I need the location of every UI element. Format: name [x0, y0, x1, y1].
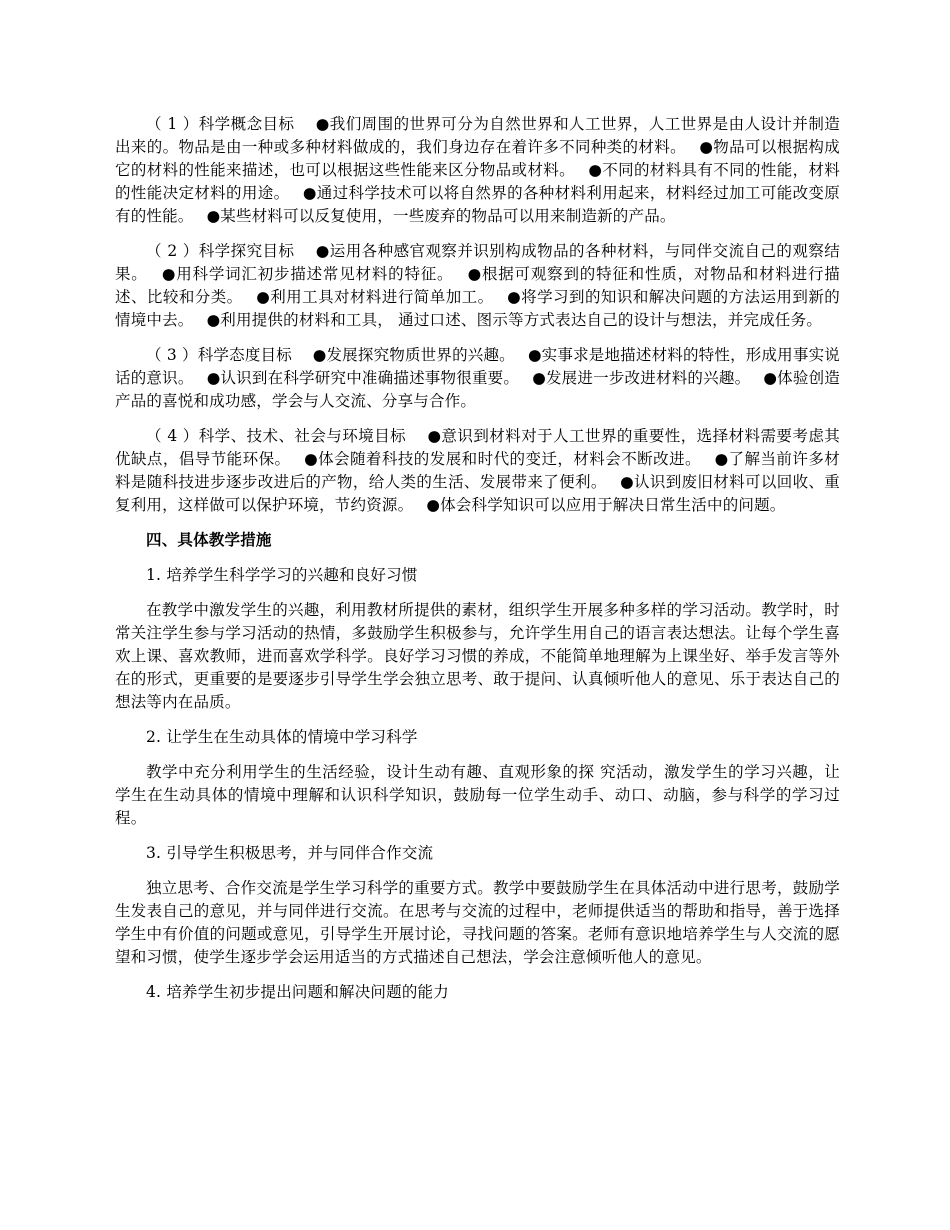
measure-2-title: 2. 让学生在生动具体的情境中学习科学: [146, 728, 418, 746]
measure-1-body: 在教学中激发学生的兴趣，利用教材所提供的素材，组织学生开展多种多样的学习活动。教学时，时常关注学生参与学习活动的热情，多鼓励学生积极参与，允许学生用自己的语言表达想法。让每个学生喜欢上课、喜欢教师，进而喜欢学科学。良好学习习惯的养成，不能简单地理解为上课坐好、举手发言等外在的形式，更重要的是要逐步引导学生学会独立思考、敢于提问、认真倾听他人的意见、乐于表达自己的想法等内在品质。: [115, 601, 840, 711]
objective-science-attitude: （ 3 ）科学态度目标 ●发展探究物质世界的兴趣。 ●实事求是地描述材料的特性，形成用事实说话的意识。 ●认识到在科学研究中准确描述事物很重要。 ●发展进一步改进材料的兴趣。 ●体验创造产品的喜悦和成功感，学会与人交流、分享与合作。: [115, 346, 840, 410]
measure-2-body: 教学中充分利用学生的生活经验，设计生动有趣、直观形象的探 究活动，激发学生的学习兴趣，让学生在生动具体的情境中理解和认识科学知识，鼓励每一位学生动手、动口、动脑，参与科学的学习过程。: [115, 763, 840, 827]
measure-3-body: 独立思考、合作交流是学生学习科学的重要方式。教学中要鼓励学生在具体活动中进行思考，鼓励学生发表自己的意见，并与同伴进行交流。在思考与交流的过程中，老师提供适当的帮助和指导，善于选择学生中有价值的问题或意见，引导学生开展讨论，寻找问题的答案。老师有意识地培养学生与人交流的愿望和习惯，使学生逐步学会运用适当的方式描述自己想法，学会注意倾听他人的意见。: [115, 879, 840, 966]
objective-science-technology-society: （ 4 ）科学、技术、社会与环境目标 ●意识到材料对于人工世界的重要性，选择材料需要考虑其优缺点，倡导节能环保。 ●体会随着科技的发展和时代的变迁，材料会不断改进。 ●了解当前许多材料是随科技进步逐步改进后的产物，给人类的生活、发展带来了便利。 ●认识到废旧材料可以回收、重复利用，这样做可以保护环境，节约资源。 ●体会科学知识可以应用于解决日常生活中的问题。: [115, 427, 840, 514]
measure-1-title: 1. 培养学生科学学习的兴趣和良好习惯: [146, 566, 418, 584]
objective-science-inquiry: （ 2 ）科学探究目标 ●运用各种感官观察并识别构成物品的各种材料，与同伴交流自己的观察结果。 ●用科学词汇初步描述常见材料的特征。 ●根据可观察到的特征和性质，对物品和材料进行描述、比较和分类。 ●利用工具对材料进行简单加工。 ●将学习到的知识和解决问题的方法运用到新的情境中去。 ●利用提供的材料和工具， 通过口述、图示等方式表达自己的设计与想法，并完成任务。: [115, 242, 840, 329]
objective-science-concept: （ 1 ）科学概念目标 ●我们周围的世界可分为自然世界和人工世界，人工世界是由人设计并制造出来的。物品是由一种或多种材料做成的，我们身边存在着许多不同种类的材料。 ●物品可以根据构成它的材料的性能来描述，也可以根据这些性能来区分物品或材料。 ●不同的材料具有不同的性能，材料的性能决定材料的用途。 ●通过科学技术可以将自然界的各种材料利用起来，材料经过加工可能改变原有的性能。 ●某些材料可以反复使用，一些废弃的物品可以用来制造新的产品。: [115, 115, 840, 225]
section-heading: 四、具体教学措施: [146, 531, 272, 549]
measure-3-title: 3. 引导学生积极思考，并与同伴合作交流: [146, 844, 434, 862]
measure-4-title: 4. 培养学生初步提出问题和解决问题的能力: [146, 983, 449, 1001]
document-page: [115, 113, 840, 1016]
